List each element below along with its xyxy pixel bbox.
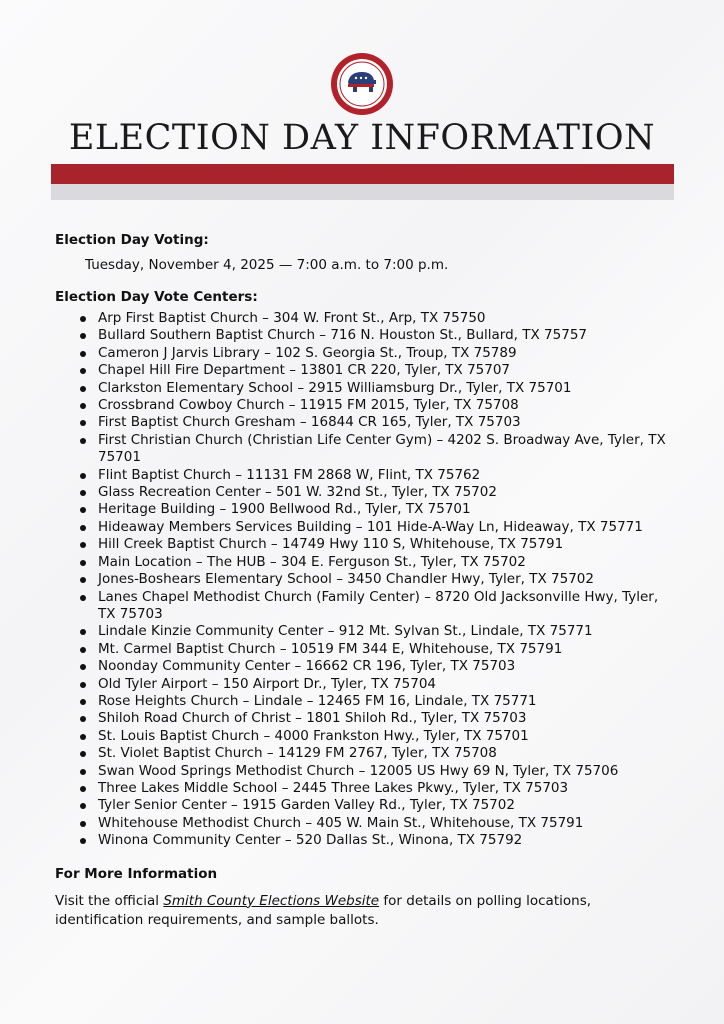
list-item: Tyler Senior Center – 1915 Garden Valley Rd., Tyler, TX 75702 — [79, 797, 675, 814]
list-item: First Baptist Church Gresham – 16844 CR 165, Tyler, TX 75703 — [79, 414, 675, 431]
header-red-band — [51, 164, 674, 184]
list-item: First Christian Church (Christian Life Center Gym) – 4202 S. Broadway Ave, Tyler, TX 75701 — [79, 432, 675, 467]
smith-county-elections-link[interactable]: Smith County Elections Website — [163, 892, 380, 909]
list-item: Old Tyler Airport – 150 Airport Dr., Tyler, TX 75704 — [79, 676, 675, 693]
list-item: Lindale Kinzie Community Center – 912 Mt. Sylvan St., Lindale, TX 75771 — [79, 623, 675, 640]
list-item: Chapel Hill Fire Department – 13801 CR 220, Tyler, TX 75707 — [79, 362, 675, 379]
more-info-text — [55, 892, 675, 930]
list-item: Glass Recreation Center – 501 W. 32nd St., Tyler, TX 75702 — [79, 484, 675, 501]
list-item: Hill Creek Baptist Church – 14749 Hwy 110 S, Whitehouse, TX 75791 — [79, 536, 675, 553]
list-item: Swan Wood Springs Methodist Church – 12005 US Hwy 69 N, Tyler, TX 75706 — [79, 763, 675, 780]
list-item: Rose Heights Church – Lindale – 12465 FM 16, Lindale, TX 75771 — [79, 693, 675, 710]
vote-centers-list — [55, 310, 675, 850]
list-item: Shiloh Road Church of Christ – 1801 Shiloh Rd., Tyler, TX 75703 — [79, 710, 675, 727]
smith-county-republican-party-seal-icon — [330, 52, 394, 116]
list-item: Three Lakes Middle School – 2445 Three Lakes Pkwy., Tyler, TX 75703 — [79, 780, 675, 797]
voting-heading: Election Day Voting: — [55, 232, 209, 248]
list-item: Crossbrand Cowboy Church – 11915 FM 2015, Tyler, TX 75708 — [79, 397, 675, 414]
list-item: Flint Baptist Church – 11131 FM 2868 W, Flint, TX 75762 — [79, 467, 675, 484]
list-item: Heritage Building – 1900 Bellwood Rd., Tyler, TX 75701 — [79, 501, 675, 518]
list-item: Arp First Baptist Church – 304 W. Front St., Arp, TX 75750 — [79, 310, 675, 327]
list-item: Winona Community Center – 520 Dallas St., Winona, TX 75792 — [79, 832, 675, 849]
voting-date-time: Tuesday, November 4, 2025 — 7:00 a.m. to 7:00 p.m. — [85, 257, 449, 273]
list-item: Whitehouse Methodist Church – 405 W. Main St., Whitehouse, TX 75791 — [79, 815, 675, 832]
more-info-heading: For More Information — [55, 865, 218, 882]
page-title: ELECTION DAY INFORMATION — [68, 118, 656, 158]
header-gray-band — [51, 184, 674, 200]
vote-centers-heading: Election Day Vote Centers: — [55, 289, 258, 305]
list-item: Lanes Chapel Methodist Church (Family Center) – 8720 Old Jacksonville Hwy, Tyler, TX 75703 — [79, 589, 675, 624]
list-item: Clarkston Elementary School – 2915 Williamsburg Dr., Tyler, TX 75701 — [79, 380, 675, 397]
list-item: Main Location – The HUB – 304 E. Ferguson St., Tyler, TX 75702 — [79, 554, 675, 571]
list-item: St. Louis Baptist Church – 4000 Frankston Hwy., Tyler, TX 75701 — [79, 728, 675, 745]
main-content — [55, 231, 675, 930]
list-item: Jones-Boshears Elementary School – 3450 Chandler Hwy, Tyler, TX 75702 — [79, 571, 675, 588]
list-item: Bullard Southern Baptist Church – 716 N. Houston St., Bullard, TX 75757 — [79, 327, 675, 344]
list-item: Cameron J Jarvis Library – 102 S. Georgia St., Troup, TX 75789 — [79, 345, 675, 362]
list-item: Hideaway Members Services Building – 101 Hide-A-Way Ln, Hideaway, TX 75771 — [79, 519, 675, 536]
list-item: Noonday Community Center – 16662 CR 196, Tyler, TX 75703 — [79, 658, 675, 675]
more-info-text-after: for details on polling locations, identification requirements, and sample ballots. — [55, 892, 592, 928]
list-item: Mt. Carmel Baptist Church – 10519 FM 344 E, Whitehouse, TX 75791 — [79, 641, 675, 658]
list-item: St. Violet Baptist Church – 14129 FM 2767, Tyler, TX 75708 — [79, 745, 675, 762]
more-info-text-before: Visit the official — [55, 892, 164, 909]
